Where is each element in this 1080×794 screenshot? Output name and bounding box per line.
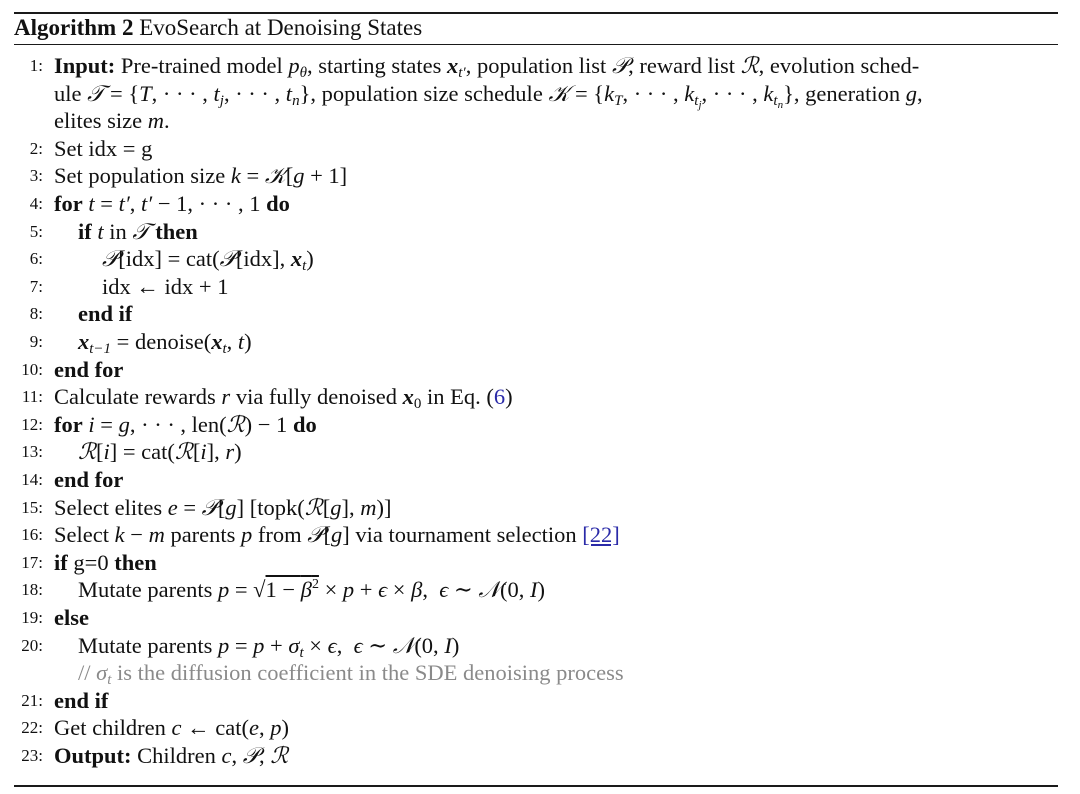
algorithm-line [0,742,1080,769]
algorithm-line [0,52,1080,79]
line-text: Select k − m parents p from 𝒫[g] via tournament selection [22] [54,522,620,549]
line-text: end for [54,356,124,382]
line-text: 𝒫[idx] = cat(𝒫[idx], $x_t$) [102,246,314,275]
line-number: 13: [21,442,43,462]
algorithm-line [0,300,1080,327]
line-number: 2: [29,138,43,158]
line-number: 9: [29,332,43,351]
line-number: 10: [21,359,43,379]
algorithm-line [0,328,1080,355]
comment-text: // $\sigma_t$ is the diffusion coefficient in the SDE denoising process [78,660,624,689]
title-rule [14,44,1058,45]
line-text: Get children c ← cat(e, p) [54,715,289,741]
line-text: Output: Children c, 𝒫, ℛ [54,743,289,769]
line-text: Set idx = g [54,135,153,161]
line-number: 22: [21,718,43,738]
algorithm-title [14,15,422,41]
line-number: 3: [29,166,43,186]
bottom-rule [14,785,1058,787]
line-text: end if [78,301,133,327]
line-text: end if [54,687,109,713]
line-number: 17: [21,552,43,572]
algorithm-line [0,438,1080,465]
line-number: 15: [21,497,43,517]
line-text: Select elites e = 𝒫[g] [topk(ℛ[g], m)] [54,494,392,521]
line-text: Mutate parents $p = p + \sigma_t \times \epsilon$, ϵ ∼ 𝒩(0, I) [78,632,460,661]
algorithm-label: Algorithm 2 [14,15,134,40]
line-text: elites size m. [54,108,170,134]
algorithm-line [0,521,1080,548]
line-number: 4: [29,194,43,213]
algorithm-line [0,273,1080,300]
line-number: 20: [21,635,43,655]
line-text: end for [54,467,124,492]
line-number: 7: [29,276,43,296]
line-text: ℛ[i] = cat(ℛ[i], r) [78,439,242,466]
algorithm-line [0,604,1080,631]
line-number: 23: [21,746,43,765]
line-number: 5: [29,221,43,241]
algorithm-line [0,135,1080,162]
line-number: 14: [21,470,43,489]
algorithm-line [0,107,1080,134]
top-rule [14,12,1058,14]
line-number: 21: [21,690,43,710]
line-text: else [54,605,89,630]
line-number: 6: [29,249,43,269]
algorithm-name: EvoSearch at Denoising States [139,15,423,40]
line-number: 18: [21,580,43,600]
line-number: 11: [21,387,43,407]
line-text: Calculate rewards r via fully denoised $x_0$ in Eq. (6) [54,384,513,413]
line-text: idx ← idx + 1 [102,273,229,299]
algorithm-line [0,687,1080,714]
algorithm-line [0,245,1080,275]
line-text: $x_{t-1}$ = $denoise(x_t$, t) [78,329,252,357]
line-text: ule 𝒯 = {T, · · · , $t_j$, · · · , $t_n$}, population size schedule 𝒦 = {$k_T$, · · · , $k_{t_j}$, · · · , $k_{t_n}$}, generation g, [54,80,923,111]
line-number: 12: [21,414,43,434]
algorithm-line [0,494,1080,521]
line-text: Set population size k = 𝒦[g + 1] [54,163,348,190]
algorithm-line [0,218,1080,245]
algorithm-line [0,190,1080,217]
line-text: if t in 𝒯 then [78,218,198,245]
line-number: 19: [21,608,43,627]
algorithm-line [0,549,1080,576]
algorithm-line [0,576,1080,603]
line-text: if g=0 then [54,549,157,575]
line-number: 1: [29,56,43,75]
line-text: for t = t′, t′ − 1, · · · , 1 do [54,191,290,216]
algorithm-line [0,466,1080,493]
algorithm-line [0,411,1080,438]
line-text: for i = g, · · · , len(ℛ) − 1 do [54,411,317,438]
algorithm-line [0,632,1080,659]
line-text: Input: Pre-trained model $p_\theta$, starting states $x_{t'}$, population list 𝒫, reward list ℛ, evolution sched- [54,53,920,81]
line-text: Mutate parents $p = √1 - \beta^2 \times p + \epsilon \times \beta$, ϵ ∼ 𝒩(0, I) [78,577,545,604]
algorithm-line [0,162,1080,189]
line-number: 16: [21,525,43,545]
line-number: 8: [29,304,43,324]
algorithm-line [0,383,1080,413]
algorithm-line [0,356,1080,383]
algorithm-line [0,659,1080,689]
algorithm-line [0,80,1080,111]
algorithm-line [0,714,1080,741]
